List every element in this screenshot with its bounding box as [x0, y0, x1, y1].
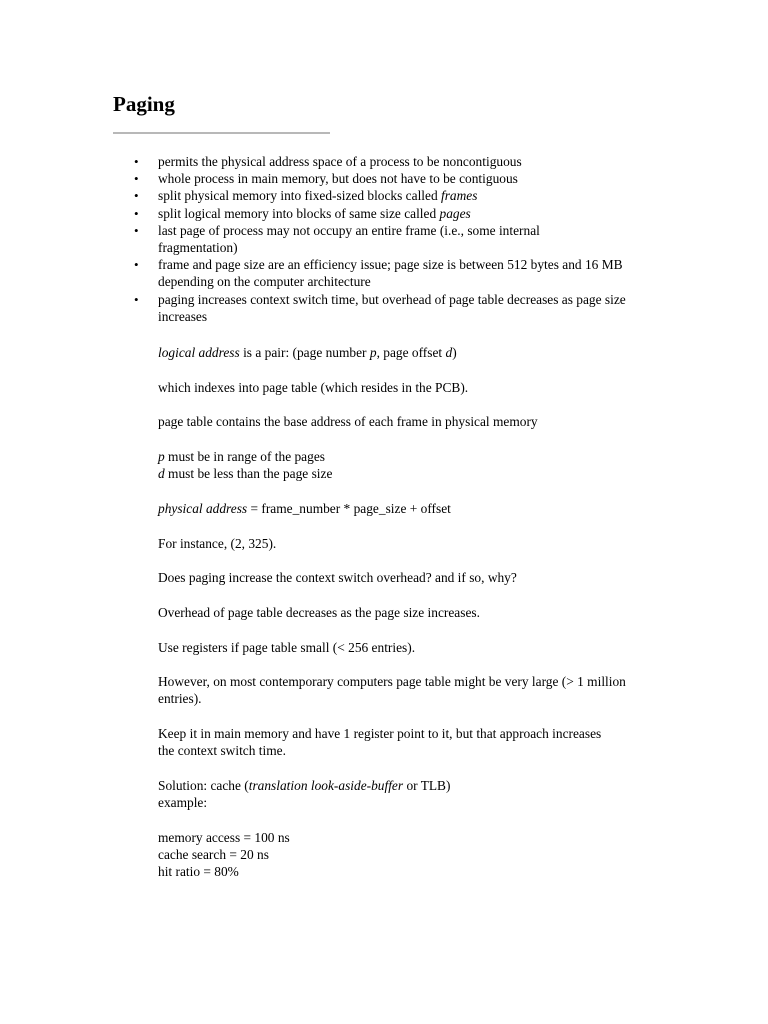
bullet-text: split logical memory into blocks of same size called [158, 205, 440, 221]
logical-address-para [158, 344, 658, 361]
keep-text: Keep it in main memory and have 1 register point to it, but that approach increases the context switch time. [158, 726, 602, 759]
bullet-item-7 [158, 291, 638, 325]
physical-address-formula: = frame_number * page_size + offset [247, 501, 451, 516]
keep-para [158, 725, 608, 759]
overhead-text: Overhead of page table decreases as the page size increases. [158, 605, 480, 620]
registers-para [158, 639, 658, 656]
example-values [158, 829, 658, 881]
term-tlb: translation look-aside-buffer [248, 778, 404, 793]
term-physical-address: physical address [158, 501, 248, 516]
instance-text: For instance, (2, 325). [158, 536, 277, 551]
overhead-para [158, 604, 658, 621]
var-d: d [445, 345, 453, 360]
solution-text: Solution: cache ( [158, 778, 249, 793]
bullet-item-2 [158, 170, 663, 187]
term-logical-address: logical address [158, 345, 240, 360]
logical-address-text: , page offset [376, 345, 446, 360]
question-text: Does paging increase the context switch overhead? and if so, why? [158, 570, 517, 585]
logical-address-text: is a pair: (page number [239, 345, 370, 360]
solution-para [158, 777, 658, 811]
bullet-list [158, 153, 663, 325]
question-para [158, 569, 658, 586]
title-divider [113, 132, 330, 134]
memory-access-line: memory access = 100 ns [158, 830, 290, 845]
hit-ratio-line: hit ratio = 80% [158, 864, 239, 880]
bullet-item-3 [158, 187, 663, 204]
bullet-text: frame and page size are an efficiency issue; page size is between 512 bytes and 16 MB depending on the computer architecture [158, 257, 623, 290]
indexes-text: which indexes into page table (which resides in the PCB). [158, 380, 469, 395]
bullet-item-6 [158, 256, 663, 290]
var-p: p [369, 345, 377, 360]
however-para [158, 673, 643, 707]
bullet-text: last page of process may not occupy an entire frame (i.e., some internal fragmentation) [158, 222, 540, 256]
page-title: Paging [113, 92, 175, 116]
bullet-text: permits the physical address space of a process to be noncontiguous [158, 154, 522, 169]
term-pages: pages [439, 205, 471, 221]
bullet-item-1 [158, 153, 663, 170]
range-para [158, 448, 658, 482]
solution-text: or TLB) [403, 778, 451, 793]
bullet-text: whole process in main memory, but does not have to be contiguous [158, 171, 518, 187]
page-table-para [158, 413, 658, 430]
however-text: However, on most contemporary computers page table might be very large (> 1 million entries). [158, 674, 626, 707]
instance-para [158, 535, 658, 552]
page-table-text: page table contains the base address of each frame in physical memory [158, 414, 538, 429]
bullet-text: paging increases context switch time, but overhead of page table decreases as page size increases [158, 291, 626, 324]
registers-text: Use registers if page table small (< 256 entries). [158, 640, 416, 655]
var-d: d [158, 466, 165, 482]
cache-search-line: cache search = 20 ns [158, 847, 269, 863]
indexes-para [158, 379, 658, 396]
d-range-text: must be less than the page size [164, 466, 333, 482]
bullet-item-4 [158, 205, 663, 222]
physical-address-para [158, 500, 658, 517]
var-p: p [158, 449, 165, 464]
bullet-text: split physical memory into fixed-sized blocks called [158, 188, 441, 204]
logical-address-text: ) [452, 345, 457, 360]
example-label: example: [158, 795, 208, 811]
p-range-text: must be in range of the pages [164, 449, 325, 464]
term-frames: frames [441, 188, 478, 204]
bullet-item-5 [158, 222, 598, 256]
